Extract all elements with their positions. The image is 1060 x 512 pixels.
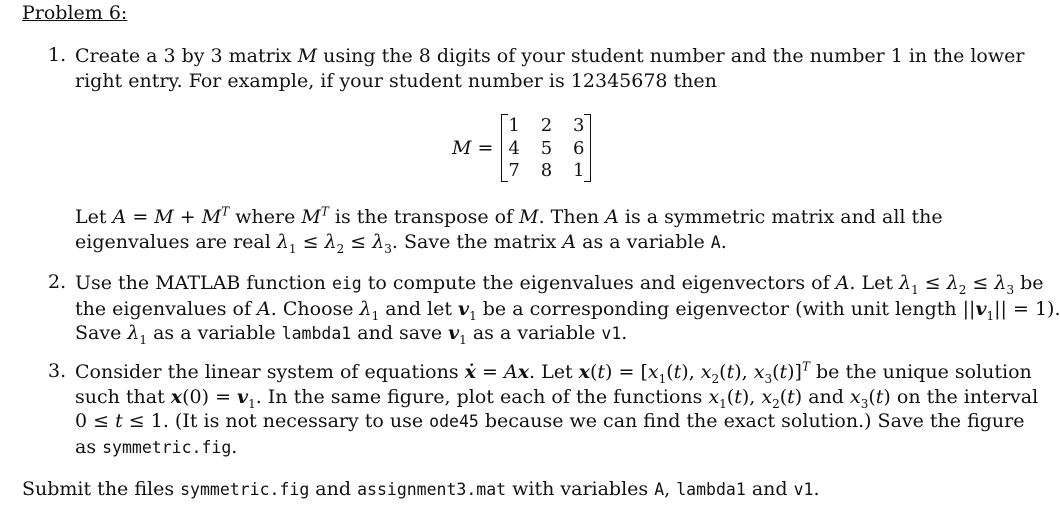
item-1-line-1: Create a 3 by 3 matrix M using the 8 digits of your student number and the number 1 in the lower [75, 45, 1025, 67]
matrix-row [506, 159, 586, 182]
item-2-line-2: the eigenvalues of A. Choose $\lambda_1$ and let $v_1$ be a corresponding eigenvector (with unit length $||v_1|| = 1$). [75, 297, 1060, 323]
matrix-cell: 3 [572, 115, 585, 136]
item-3-line-2: such that $x(0) = v_1$. In the same figure, plot each of the functions $x_1(t)$, $x_2(t)$ and $x_3(t)$ on the interval [75, 385, 1039, 411]
matrix-cell: 7 [508, 160, 520, 181]
matrix-equation [452, 112, 591, 184]
item-3-line-3: 0 ≤ t ≤ 1. (It is not necessary to use ode45 because we can find the exact solution.) Save the figure [75, 410, 1025, 432]
matrix-cell: 2 [540, 115, 553, 136]
equation-lhs: M = [452, 137, 494, 159]
item-1-line-4: eigenvalues are real $\lambda_1 \le \lambda_2 \le \lambda_3$. Save the matrix A as a variable A. [75, 230, 727, 256]
matrix-row [506, 137, 586, 160]
item-1-text [75, 44, 1025, 93]
item-2-text [75, 271, 1060, 347]
item-2-line-3: Save $\lambda_1$ as a variable lambda1 and save $v_1$ as a variable v1. [75, 322, 628, 347]
matrix-cell: 4 [508, 137, 520, 159]
problem-title: Problem 6: [22, 2, 128, 24]
matrix-cell: 1 [572, 160, 585, 181]
item-number-1: 1. [48, 44, 67, 66]
item-1-line-2: right entry. For example, if your student number is 12345678 then [75, 69, 717, 92]
submit-instructions: Submit the files symmetric.fig and assignment3.mat with variables A, lambda1 and v1. [22, 478, 820, 500]
matrix-cell: 6 [572, 137, 585, 159]
item-2-line-1: Use the MATLAB function eig to compute the eigenvalues and eigenvectors of A. Let $\lambda_1 \le \lambda_2 \le \lambda_3$ be [75, 272, 1044, 297]
item-number-3: 3. [48, 360, 67, 382]
item-3-line-1: Consider the linear system of equations ẋ = Ax. Let $x(t) = [x_1(t)$, $x_2(t)$, $x_3(t)]^T$ be the unique solution [75, 359, 1032, 386]
item-1-after-text [75, 205, 975, 255]
item-3-text [75, 359, 1039, 460]
matrix-cell: 8 [540, 160, 553, 181]
item-1-line-3: Let $A = M + M^T$ where $M^T$ is the transpose of M. Then A is a symmetric matrix and all the [75, 204, 943, 228]
matrix-row [506, 114, 586, 137]
item-number-2: 2. [48, 271, 67, 293]
item-3-line-4: as symmetric.fig. [75, 435, 238, 458]
matrix-cell: 5 [540, 137, 553, 159]
matrix-cell: 1 [508, 115, 520, 136]
matrix-m [501, 114, 591, 182]
